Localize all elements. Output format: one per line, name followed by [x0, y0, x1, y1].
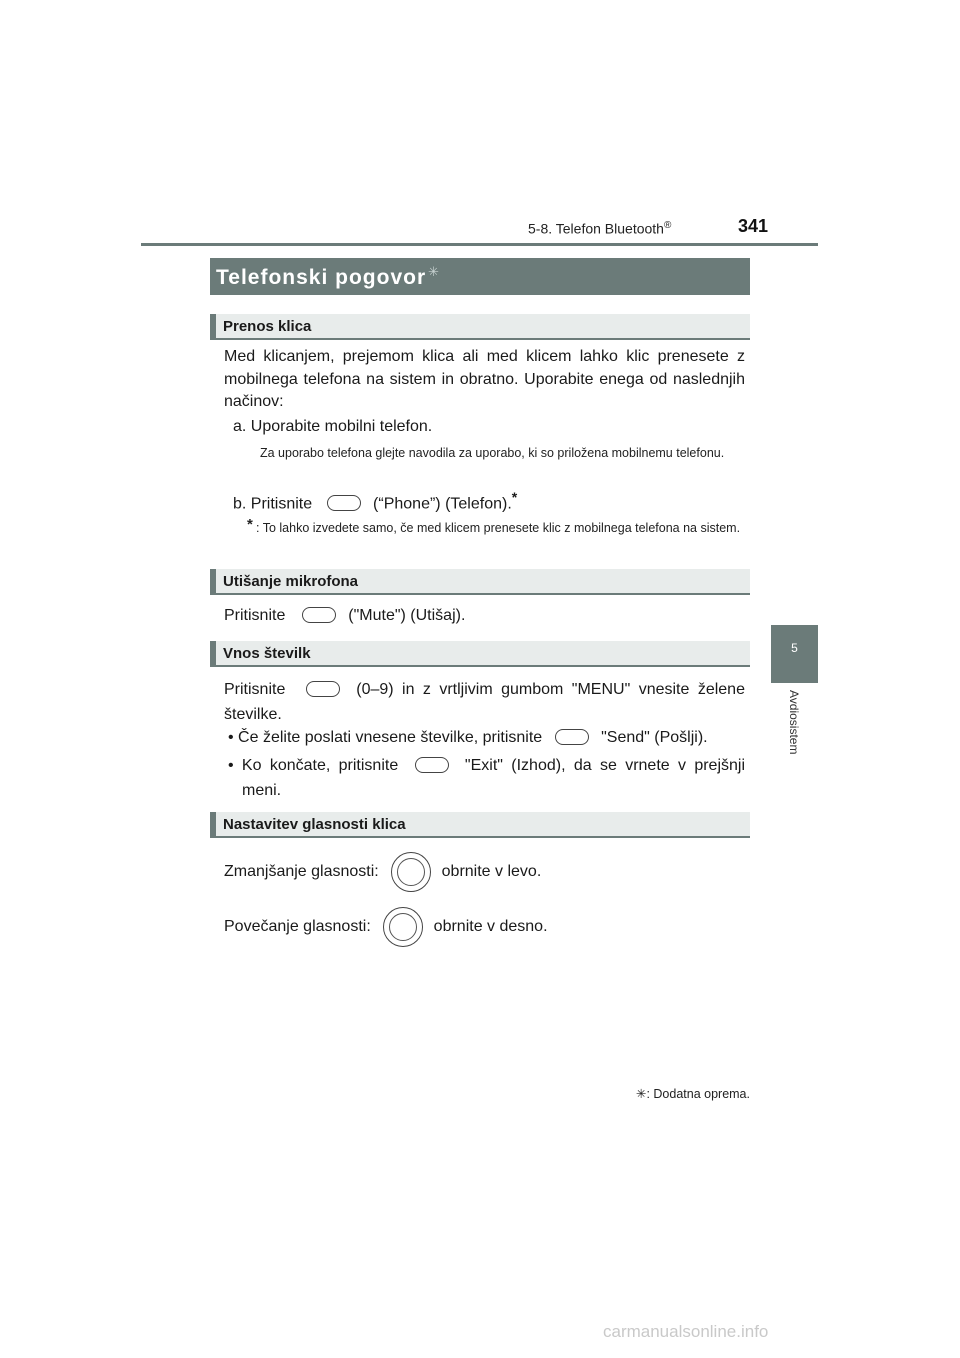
volume-knob-icon: [383, 907, 423, 947]
heading-marker: [210, 641, 216, 665]
page-number: 341: [738, 216, 769, 236]
heading-label: Utišanje mikrofona: [223, 573, 359, 590]
numbers-post: (0–9) in z vrtljivim gumbom "MENU" vnesite želene številke.: [224, 681, 745, 723]
watermark: carmanualsonline.info: [603, 1322, 769, 1341]
section-title: [528, 220, 671, 237]
bullet-send-post: "Send" (Pošlji).: [601, 729, 708, 746]
volume-knob-icon: [391, 852, 431, 892]
phone-button-icon: [327, 495, 361, 511]
numbers-bullet-send: [228, 727, 708, 749]
page-title-bar: [210, 258, 750, 295]
registered-mark: ®: [663, 220, 672, 231]
numbers-bullet-exit: [228, 753, 745, 803]
mute-pre: Pritisnite: [224, 607, 286, 624]
chapter-number: 5: [791, 641, 798, 655]
digit-button-icon: [306, 681, 340, 697]
heading-label: Nastavitev glasnosti klica: [223, 816, 406, 833]
numbers-instruction: [224, 677, 745, 727]
asterisk-mark: *: [511, 489, 518, 505]
chapter-label: [779, 690, 809, 774]
bullet-exit-post: "Exit" (Izhod), da se vrnete v prejšnji meni.: [242, 757, 746, 799]
optional-star-icon: ✳: [635, 1087, 647, 1101]
heading-marker: [210, 569, 216, 593]
header-divider: [141, 243, 818, 246]
bullet-exit-pre: • Ko končate, pritisnite: [228, 757, 399, 774]
volume-down-pre: Zmanjšanje glasnosti:: [224, 863, 379, 881]
volume-up-pre: Povečanje glasnosti:: [224, 918, 371, 936]
volume-down-post: obrnite v levo.: [441, 863, 542, 881]
heading-vnos-stevilk: [210, 641, 750, 667]
send-button-icon: [555, 729, 589, 745]
page-title-text: Telefonski pogovor: [216, 265, 427, 289]
heading-utisanje-mikrofona: [210, 569, 750, 595]
heading-marker: [210, 812, 216, 836]
chapter-label-text: Avdiosistem: [787, 690, 801, 755]
mute-post: ("Mute") (Utišaj).: [348, 607, 466, 624]
prenos-item-a: a. Uporabite mobilni telefon.: [233, 418, 433, 435]
prenos-intro: Med klicanjem, prejemom klica ali med klicem lahko klic prenesete z mobilnega telefona na sistem in obratno. Uporabite enega od naslednjih načinov:: [224, 348, 745, 410]
footnote: [600, 1086, 750, 1101]
prenos-item-a-note: Za uporabo telefona glejte navodila za uporabo, ki so priložena mobilnemu telefonu.: [260, 446, 725, 460]
page-title: [216, 264, 440, 290]
volume-down: [224, 852, 541, 892]
heading-nastavitev-glasnosti: [210, 812, 750, 838]
volume-up-post: obrnite v desno.: [433, 918, 548, 936]
numbers-pre: Pritisnite: [224, 681, 286, 698]
prenos-item-b: [233, 486, 517, 515]
prenos-item-b-post: (“Phone”) (Telefon).: [373, 495, 512, 513]
bullet-send-pre: • Če želite poslati vnesene številke, pritisnite: [228, 729, 543, 746]
prenos-item-b-pre: b. Pritisnite: [233, 495, 313, 513]
note-asterisk: *: [247, 516, 253, 533]
prenos-note: [256, 520, 745, 537]
prenos-note-text: : To lahko izvedete samo, če med klicem prenesete klic z mobilnega telefona na sistem.: [256, 521, 741, 535]
exit-button-icon: [415, 757, 449, 773]
mute-instruction: [224, 605, 465, 627]
footnote-text: : Dodatna oprema.: [646, 1087, 750, 1101]
heading-marker: [210, 314, 216, 338]
volume-up: [224, 907, 548, 947]
section-title-text: 5-8. Telefon Bluetooth: [528, 220, 664, 237]
heading-label: Prenos klica: [223, 318, 312, 335]
optional-star-icon: ✳: [428, 263, 441, 279]
heading-prenos-klica: [210, 314, 750, 340]
heading-label: Vnos številk: [223, 645, 311, 662]
mute-button-icon: [302, 607, 336, 623]
